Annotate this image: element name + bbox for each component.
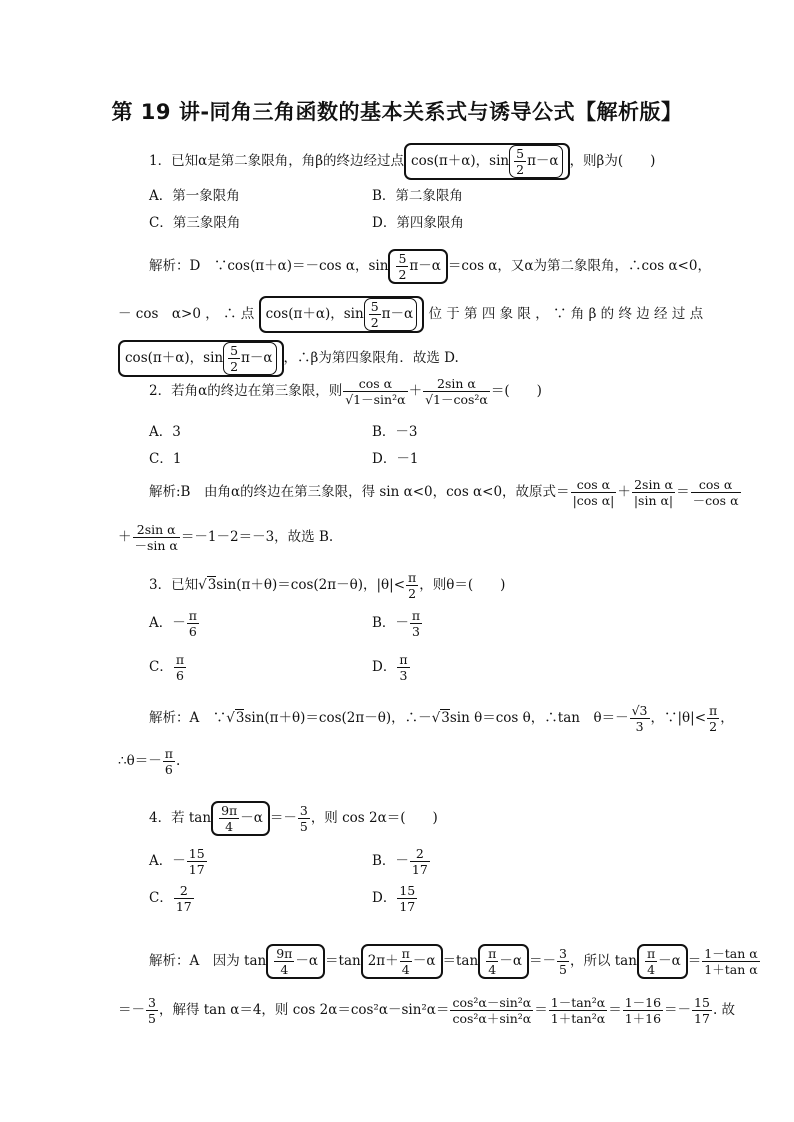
q4-option-a: A．－ $\frac{15}{17}$ [149,846,205,877]
q2-stem: 2．若角α的终边在第三象限，则 $\frac{\text{cos α}}{\text{√1－sin²α}}$ ＋ $\frac{\text{2sin α}}{\text{√1－cos²α}}$ ＝( ) [149,376,542,407]
q1-point-paren: cos(π＋α)，sin $\frac{5}{2}$ π－α [404,143,570,180]
q4-stem: 4．若 tan $\frac{9\pi}{4}$ －α ＝－ $\frac{3}{5}$ ，则 cos 2α＝( ) [149,803,438,834]
q2-option-d: D．－1 [372,451,419,467]
q3-option-a: A．－ $\frac{\pi}{6}$ [149,608,197,639]
q3-option-c: C． $\frac{\pi}{6}$ [149,652,185,683]
q3-option-b: B．－ $\frac{\pi}{3}$ [372,608,421,639]
q1-solution-line3: cos(π＋α)，sin $\frac{5}{2}$ π－α ，∴β为第四象限角．故选 D. [118,340,459,377]
q3-option-d: D． $\frac{\pi}{3}$ [372,652,408,683]
q2-solution-line1: 解析:B 由角α的终边在第三象限，得 sin α<0，cos α<0，故原式＝ $\frac{\text{cos α}}{\text{|cos α|}}$ ＋ $\frac{\text{2sin α}}{\text{|sin α|}}$ ＝ $\frac{\text{cos α}}{\text{－cos α}}$ [149,477,739,508]
q4-option-d: D． $\frac{15}{17}$ [372,883,416,914]
q2-option-a: A．3 [149,424,181,440]
q3-stem: 3．已知√3sin(π＋θ)＝cos(2π－θ)，|θ|< $\frac{\pi}{2}$ ，则θ＝( ) [149,570,506,601]
q1-option-d: D．第四象限角 [372,215,464,231]
q4-solution-line2: ＝－ $\frac{3}{5}$ ，解得 tan α＝4，则 cos 2α＝cos²α－sin²α＝ $\frac{\text{cos²α－sin²α}}{\text{cos²α＋sin²α}}$ ＝ $\frac{\text{1－tan²α}}{\text{1＋tan²α}}$ ＝ $\frac{1-16}{1+16}$ ＝－ $\frac{15}{17}$ . 故 [118,995,736,1026]
q2-solution-line2: ＋ $\frac{\text{2sin α}}{\text{－sin α}}$ ＝－1－2＝－3，故选 B. [118,522,334,553]
page-title: 第 19 讲-同角三角函数的基本关系式与诱导公式【解析版】 [111,100,683,124]
q1-solution-line1: 解析：D ∵cos(π＋α)＝－cos α，sin $\frac{5}{2}$ π－α ＝cos α，又α为第二象限角，∴cos α<0， [149,251,711,282]
q1-option-b: B．第二象限角 [372,188,463,204]
q2-option-c: C．1 [149,451,182,467]
q1-option-c: C．第三象限角 [149,215,241,231]
q3-solution-line2: ∴θ＝－ $\frac{\pi}{6}$ . [118,746,181,777]
q3-solution-line1: 解析：A ∵√3sin(π＋θ)＝cos(2π－θ)，∴－√3sin θ＝cos θ，∴tan θ＝－ $\frac{√3}{3}$ ，∵|θ|< $\frac{\pi}{2}$ ， [149,703,734,734]
q4-solution-line1: 解析：A 因为 tan $\frac{9\pi}{4}$ －α ＝tan 2π＋ $\frac{\pi}{4}$ －α ＝tan $\frac{\pi}{4}$ －α ＝－ $\frac{3}{5}$ ，所以 tan $\frac{\pi}{4}$ －α ＝ $\frac{\text{1－tan α}}{\text{1＋tan α}}$ [149,946,758,977]
q2-option-b: B．－3 [372,424,418,440]
q4-option-b: B．－ $\frac{2}{17}$ [372,846,428,877]
q4-option-c: C． $\frac{2}{17}$ [149,883,192,914]
q1-option-a: A．第一象限角 [149,188,240,204]
q1-solution-line2: － cos α>0 ， ∴ 点 cos(π＋α)，sin $\frac{5}{2}$ π－α 位 于 第 四 象 限 ， ∵ 角 β 的 终 边 经 过 点 [118,296,674,333]
q1-stem: 1．已知α是第二象限角，角β的终边经过点 cos(π＋α)，sin $\frac{5}{2}$ π－α ，则β为( ) [149,143,655,180]
